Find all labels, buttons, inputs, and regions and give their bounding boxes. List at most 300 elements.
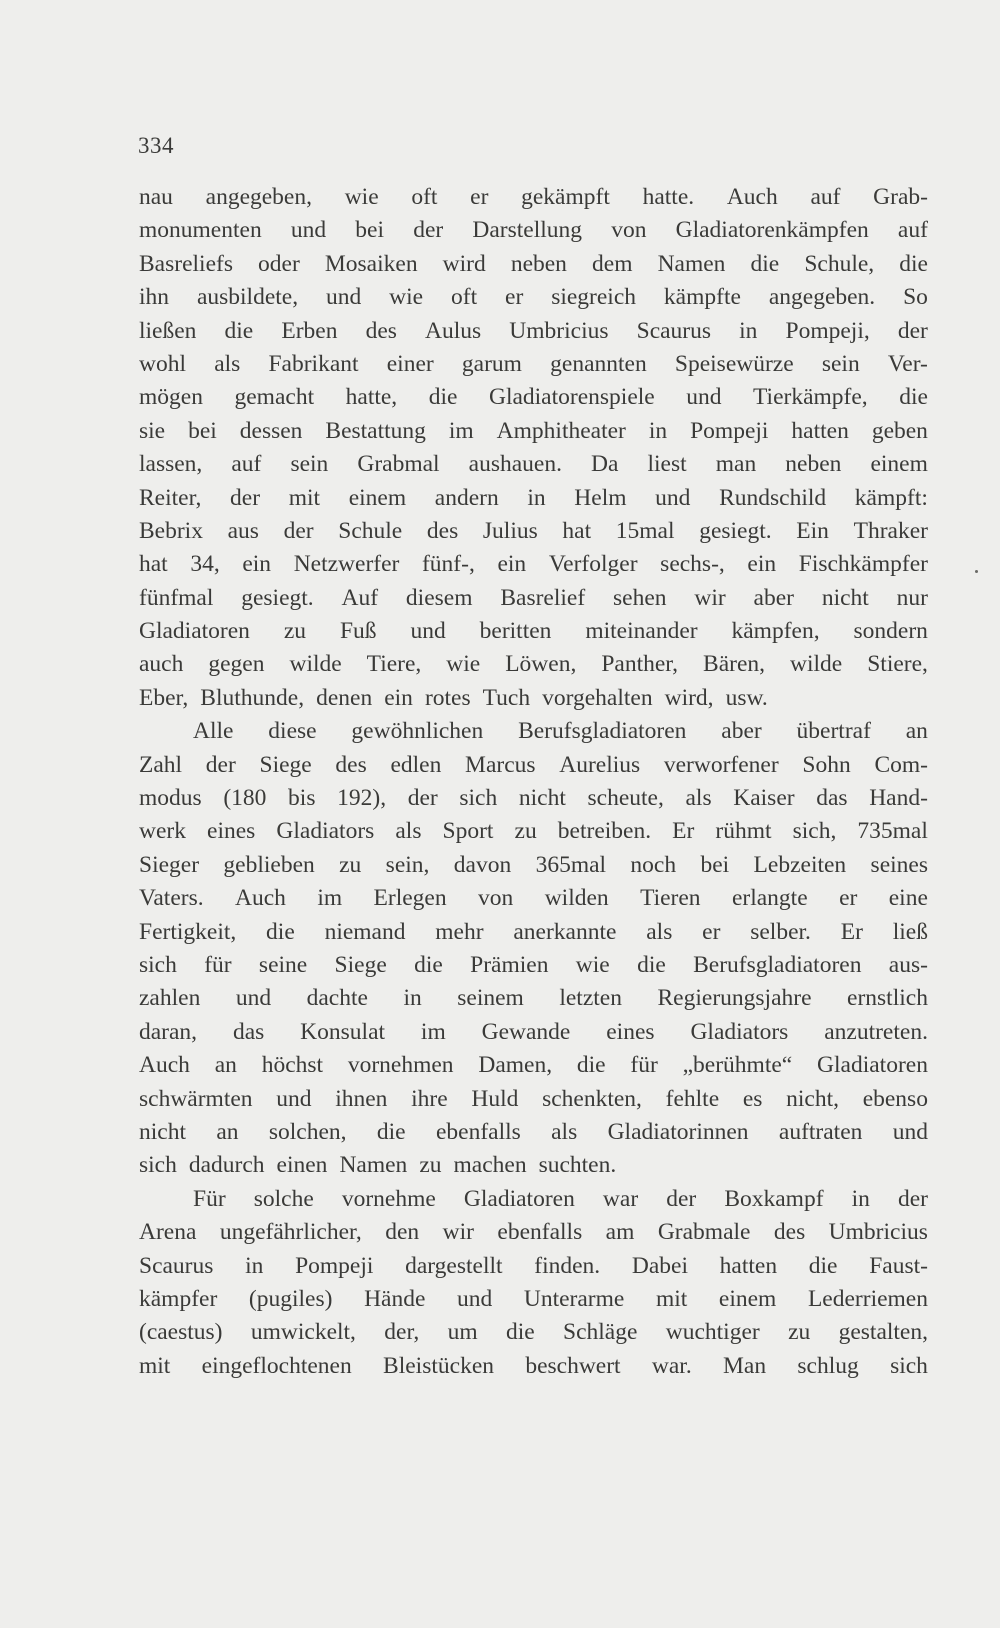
text-line xyxy=(139,418,928,451)
word: gesiegt. xyxy=(699,517,772,544)
word: an xyxy=(905,718,928,745)
word: wohl xyxy=(139,350,186,377)
word: Fischkämpfer xyxy=(798,551,928,578)
word: Grab- xyxy=(873,184,928,210)
word: um xyxy=(447,1319,478,1346)
word: in xyxy=(851,1185,870,1212)
word: das xyxy=(232,1018,265,1045)
word: 365mal xyxy=(535,851,607,878)
word: 15mal xyxy=(615,517,675,544)
text-line xyxy=(139,585,928,618)
word: des xyxy=(773,1219,806,1246)
word: Dabei xyxy=(631,1252,688,1279)
text-line xyxy=(139,451,928,484)
word: Stiere, xyxy=(867,651,928,678)
word: einer xyxy=(386,350,434,377)
word: Umbricius xyxy=(509,317,609,344)
word: und xyxy=(686,384,722,411)
word: Prämien xyxy=(470,951,549,978)
word: Auf xyxy=(341,584,379,611)
word: Tieren xyxy=(640,885,701,912)
word: einem xyxy=(718,1285,777,1312)
word: Scaurus xyxy=(139,1252,214,1279)
text-line xyxy=(139,251,928,284)
word: sondern xyxy=(853,618,928,645)
word: zahlen xyxy=(139,985,201,1012)
word: wie xyxy=(446,651,481,678)
word: ließen xyxy=(139,317,197,344)
word: ließ xyxy=(892,918,928,945)
word: Grabmale xyxy=(657,1219,751,1246)
word: der xyxy=(666,1185,697,1212)
text-line xyxy=(139,217,928,250)
text-line xyxy=(139,718,928,751)
word: siegreich xyxy=(551,284,637,311)
word: nau xyxy=(139,184,173,210)
word: sein xyxy=(290,451,329,478)
word: andern xyxy=(434,484,499,511)
word: ernstlich xyxy=(847,985,928,1012)
word: wird xyxy=(442,250,486,277)
word: wir xyxy=(442,1219,474,1246)
word: Verfolger xyxy=(548,551,638,578)
word: man xyxy=(715,451,757,478)
word: in xyxy=(648,417,668,444)
word: Erlegen xyxy=(373,885,447,912)
word: ebenfalls xyxy=(435,1118,521,1145)
word: dachte xyxy=(306,985,368,1012)
text-line xyxy=(139,318,928,351)
word: Berufsgladiatoren xyxy=(693,951,862,978)
word: mit xyxy=(655,1285,688,1312)
word: wie xyxy=(389,284,424,311)
word: erlangte xyxy=(731,885,808,912)
word: nicht, xyxy=(786,1085,839,1112)
text-line xyxy=(139,1086,928,1119)
word: die xyxy=(428,384,458,411)
word: Tuch xyxy=(482,684,531,711)
word: die xyxy=(899,384,928,411)
word: Unterarme xyxy=(523,1285,625,1312)
word: Helm xyxy=(574,484,627,511)
word: auftraten xyxy=(778,1118,863,1145)
word: neben xyxy=(785,451,842,478)
word: vorgehalten xyxy=(542,684,653,711)
word: wuchtiger xyxy=(665,1319,760,1346)
word: sich xyxy=(139,951,177,978)
word: im xyxy=(420,1018,446,1045)
word: gewöhnlichen xyxy=(351,718,484,745)
page-number: 334 xyxy=(138,133,174,158)
word: dadurch xyxy=(188,1152,265,1179)
word: anzutreten. xyxy=(824,1018,928,1045)
word: ihnen xyxy=(335,1085,388,1112)
word: Arena xyxy=(139,1219,197,1246)
word: genannten xyxy=(550,350,647,377)
word: hat xyxy=(139,551,168,578)
word: es xyxy=(742,1085,763,1112)
word: werk xyxy=(139,818,186,845)
word: wilden xyxy=(544,885,609,912)
word: Eber, xyxy=(139,684,189,711)
word: denen xyxy=(316,684,373,711)
word: ein xyxy=(384,684,413,711)
word: zu xyxy=(283,618,307,645)
word: gegen xyxy=(208,651,265,678)
word: umwickelt, xyxy=(250,1319,356,1346)
word: Siege xyxy=(259,751,312,778)
text-line xyxy=(139,284,928,317)
text-line xyxy=(139,818,928,851)
word: nicht xyxy=(518,785,566,812)
text-line xyxy=(139,752,928,785)
word: Tierkämpfe, xyxy=(753,384,868,411)
word: sich xyxy=(139,1152,177,1179)
word: Namen xyxy=(339,1152,408,1179)
word: auf xyxy=(810,184,841,210)
word: mögen xyxy=(139,384,203,411)
word: Marcus xyxy=(465,751,536,778)
word: beschwert xyxy=(525,1352,621,1379)
word: mehr xyxy=(435,918,484,945)
word: davon xyxy=(453,851,512,878)
word: nicht xyxy=(139,1118,186,1145)
word: der xyxy=(407,785,438,812)
word: wilde xyxy=(289,651,342,678)
word: die xyxy=(899,250,928,277)
word: Gladiatoren xyxy=(463,1185,575,1212)
word: ebenso xyxy=(862,1085,928,1112)
word: Huld xyxy=(471,1085,519,1112)
word: dargestellt xyxy=(405,1252,503,1279)
word: Pompeji, xyxy=(785,317,870,344)
word: modus xyxy=(139,785,202,812)
word: Damen, xyxy=(478,1052,553,1079)
word: Umbricius xyxy=(828,1219,928,1246)
word: schlug xyxy=(797,1352,859,1379)
word: neben xyxy=(510,250,567,277)
word: verworfener xyxy=(663,751,779,778)
word: war. xyxy=(651,1352,692,1379)
word: bei xyxy=(355,217,385,244)
word: wir xyxy=(694,584,726,611)
word: in xyxy=(527,484,546,511)
word: selber. xyxy=(750,918,811,945)
word: Erben xyxy=(281,317,338,344)
word: Bluthunde, xyxy=(200,684,305,711)
word: noch xyxy=(630,851,677,878)
word: der xyxy=(205,751,236,778)
word: diese xyxy=(268,718,317,745)
word: in xyxy=(245,1252,264,1279)
word: gekämpft xyxy=(521,184,610,210)
word: Sieger xyxy=(139,851,200,878)
word: schwärmten xyxy=(139,1085,253,1112)
word: anerkannte xyxy=(513,918,617,945)
word: Da xyxy=(591,451,619,478)
word: oft xyxy=(451,284,478,311)
text-line xyxy=(139,618,928,651)
word: auf xyxy=(897,217,928,244)
word: ihn xyxy=(139,284,170,311)
word: rühmt xyxy=(715,818,772,845)
word: Er xyxy=(840,918,863,945)
word: die xyxy=(266,918,295,945)
word: mit xyxy=(139,1352,171,1379)
word: die xyxy=(750,250,780,277)
word: Auch xyxy=(235,885,286,912)
word: sie xyxy=(139,417,166,444)
word: Basrelief xyxy=(500,584,586,611)
word: Er xyxy=(672,818,695,845)
word: die xyxy=(505,1319,535,1346)
word: als xyxy=(395,818,422,845)
word: der xyxy=(897,1185,928,1212)
word: sehen xyxy=(613,584,667,611)
text-line xyxy=(139,651,928,684)
word: er xyxy=(505,284,524,311)
word: einem xyxy=(348,484,407,511)
word: Sport xyxy=(442,818,494,845)
word: Gladiatorinnen xyxy=(607,1118,749,1145)
word: und xyxy=(655,484,691,511)
text-line xyxy=(139,1253,928,1286)
word: fehlte xyxy=(665,1085,720,1112)
word: Julius xyxy=(482,517,538,544)
word: Gladiators xyxy=(276,818,375,845)
word: Basreliefs xyxy=(139,250,233,277)
word: Auch xyxy=(726,184,778,210)
word: Auch xyxy=(139,1052,190,1079)
word: Hand- xyxy=(869,785,928,812)
word: Faust- xyxy=(869,1252,928,1279)
word: diesem xyxy=(405,584,473,611)
word: bis xyxy=(288,785,316,812)
print-speck xyxy=(975,570,978,573)
word: geblieben xyxy=(223,851,315,878)
word: liest xyxy=(647,451,687,478)
word: Bebrix xyxy=(139,517,203,544)
word: des xyxy=(426,517,459,544)
word: Lederriemen xyxy=(807,1285,928,1312)
word: oder xyxy=(258,250,300,277)
word: Vaters. xyxy=(139,885,204,912)
word: Namen xyxy=(657,250,726,277)
word: 735mal xyxy=(857,818,928,845)
text-line xyxy=(139,985,928,1018)
word: Rundschild xyxy=(719,484,827,511)
word: die xyxy=(576,1052,606,1079)
word: Konsulat xyxy=(300,1018,386,1045)
word: er xyxy=(839,885,858,912)
text-line xyxy=(139,1319,928,1352)
word: sich xyxy=(890,1352,928,1379)
word: Berufsgladiatoren xyxy=(518,718,687,745)
word: Fabrikant xyxy=(268,350,359,377)
word: Thraker xyxy=(853,517,928,544)
word: im xyxy=(317,885,343,912)
word: der xyxy=(283,517,314,544)
word: Bleistücken xyxy=(383,1352,494,1379)
word: hat xyxy=(562,517,592,544)
word: die xyxy=(414,951,443,978)
word: Gladiatorenspiele xyxy=(488,384,655,411)
word: Für xyxy=(193,1185,226,1212)
word: vornehmen xyxy=(347,1052,454,1079)
word: er xyxy=(702,918,721,945)
word: Grabmal xyxy=(357,451,440,478)
word: der xyxy=(897,317,928,344)
word: Netzwerfer xyxy=(293,551,400,578)
word: nicht xyxy=(821,584,869,611)
word: die xyxy=(637,951,666,978)
word: Aurelius xyxy=(559,751,641,778)
word: „berühmte“ xyxy=(682,1052,793,1079)
word: aus xyxy=(227,517,259,544)
word: eine xyxy=(888,885,928,912)
word: suchten. xyxy=(538,1152,617,1179)
word: der, xyxy=(384,1319,420,1346)
word: und xyxy=(457,1285,493,1312)
word: und xyxy=(276,1085,312,1112)
word: schenkten, xyxy=(542,1085,642,1112)
word: und xyxy=(892,1118,928,1145)
word: hatte. xyxy=(642,184,695,210)
text-line xyxy=(139,852,928,885)
word: Kaiser xyxy=(733,785,795,812)
word: ebenfalls xyxy=(497,1219,583,1246)
word: höchst xyxy=(261,1052,324,1079)
word: (pugiles) xyxy=(248,1285,333,1312)
word: gemacht xyxy=(234,384,315,411)
word: miteinander xyxy=(585,618,698,645)
word: Gladiatorenkämpfen xyxy=(675,217,869,244)
word: auch xyxy=(139,651,184,678)
word: von xyxy=(478,885,514,912)
text-line xyxy=(139,885,928,918)
word: Schule xyxy=(338,517,403,544)
word: daran, xyxy=(139,1018,198,1045)
word: usw. xyxy=(725,684,768,711)
word: zu xyxy=(339,851,362,878)
text-line xyxy=(139,551,928,584)
word: am xyxy=(605,1219,635,1246)
word: Aulus xyxy=(425,317,482,344)
word: des xyxy=(335,751,367,778)
word: 192), xyxy=(337,785,387,812)
word: wilde xyxy=(790,651,843,678)
word: ihre xyxy=(411,1085,448,1112)
text-line xyxy=(139,1052,928,1085)
text-line xyxy=(139,785,928,818)
word: So xyxy=(903,284,928,311)
text-line xyxy=(139,952,928,985)
word: Com- xyxy=(874,751,928,778)
word: einen xyxy=(276,1152,328,1179)
word: sein xyxy=(821,350,860,377)
word: Panther, xyxy=(601,651,679,678)
word: Gewande xyxy=(481,1018,571,1045)
word: die xyxy=(808,1252,838,1279)
text-line xyxy=(139,518,928,551)
word: nur xyxy=(896,584,928,611)
word: solchen, xyxy=(268,1118,347,1145)
word: sich xyxy=(459,785,498,812)
word: (180 xyxy=(223,785,267,812)
word: fünf-, xyxy=(421,551,475,578)
word: (caestus) xyxy=(139,1319,223,1346)
word: für xyxy=(630,1052,658,1079)
word: finden. xyxy=(534,1252,601,1279)
word: als xyxy=(685,785,712,812)
word: gesiegt. xyxy=(241,584,314,611)
word: Tiere, xyxy=(366,651,422,678)
text-line xyxy=(139,384,928,417)
word: fünfmal xyxy=(139,584,214,611)
word: wie xyxy=(344,184,379,210)
word: und xyxy=(290,217,327,244)
word: bei xyxy=(188,417,217,444)
word: hatten xyxy=(791,417,849,444)
word: als xyxy=(646,918,673,945)
word: Hände xyxy=(364,1285,426,1312)
word: Reiter, xyxy=(139,484,202,511)
word: zu xyxy=(514,818,537,845)
word: eines xyxy=(606,1018,655,1045)
word: und xyxy=(410,618,446,645)
text-line xyxy=(139,919,928,952)
word: Schule, xyxy=(804,250,875,277)
word: Ein xyxy=(796,517,829,544)
word: Ver- xyxy=(887,350,928,377)
word: 34, xyxy=(190,551,220,578)
word: angegeben. xyxy=(768,284,876,311)
word: Amphitheater xyxy=(496,417,626,444)
word: auf xyxy=(231,451,262,478)
word: zu xyxy=(419,1152,442,1179)
word: sechs-, xyxy=(660,551,725,578)
word: Löwen, xyxy=(505,651,577,678)
text-line xyxy=(139,1119,928,1152)
word: seines xyxy=(870,851,928,878)
word: Bären, xyxy=(703,651,766,678)
body-text xyxy=(139,184,928,1386)
word: ungefährlicher, xyxy=(219,1219,362,1246)
word: an xyxy=(216,1118,239,1145)
word: seinem xyxy=(457,985,524,1012)
word: mit xyxy=(288,484,321,511)
word: kämpft: xyxy=(854,484,928,511)
word: eingeflochtenen xyxy=(201,1352,352,1379)
text-line xyxy=(139,184,928,217)
word: dessen xyxy=(239,417,303,444)
word: im xyxy=(448,417,474,444)
word: solche xyxy=(253,1185,314,1212)
word: vornehme xyxy=(341,1185,436,1212)
word: Zahl xyxy=(139,751,183,778)
word: edlen xyxy=(390,751,442,778)
word: seine xyxy=(258,951,308,978)
word: Pompeji xyxy=(690,417,769,444)
word: ein xyxy=(242,551,272,578)
word: monumenten xyxy=(139,217,262,244)
word: Gladiators xyxy=(690,1018,789,1045)
word: Siege xyxy=(334,951,387,978)
word: Man xyxy=(723,1352,767,1379)
text-line xyxy=(139,1219,928,1252)
word: in xyxy=(403,985,422,1012)
word: wie xyxy=(575,951,610,978)
